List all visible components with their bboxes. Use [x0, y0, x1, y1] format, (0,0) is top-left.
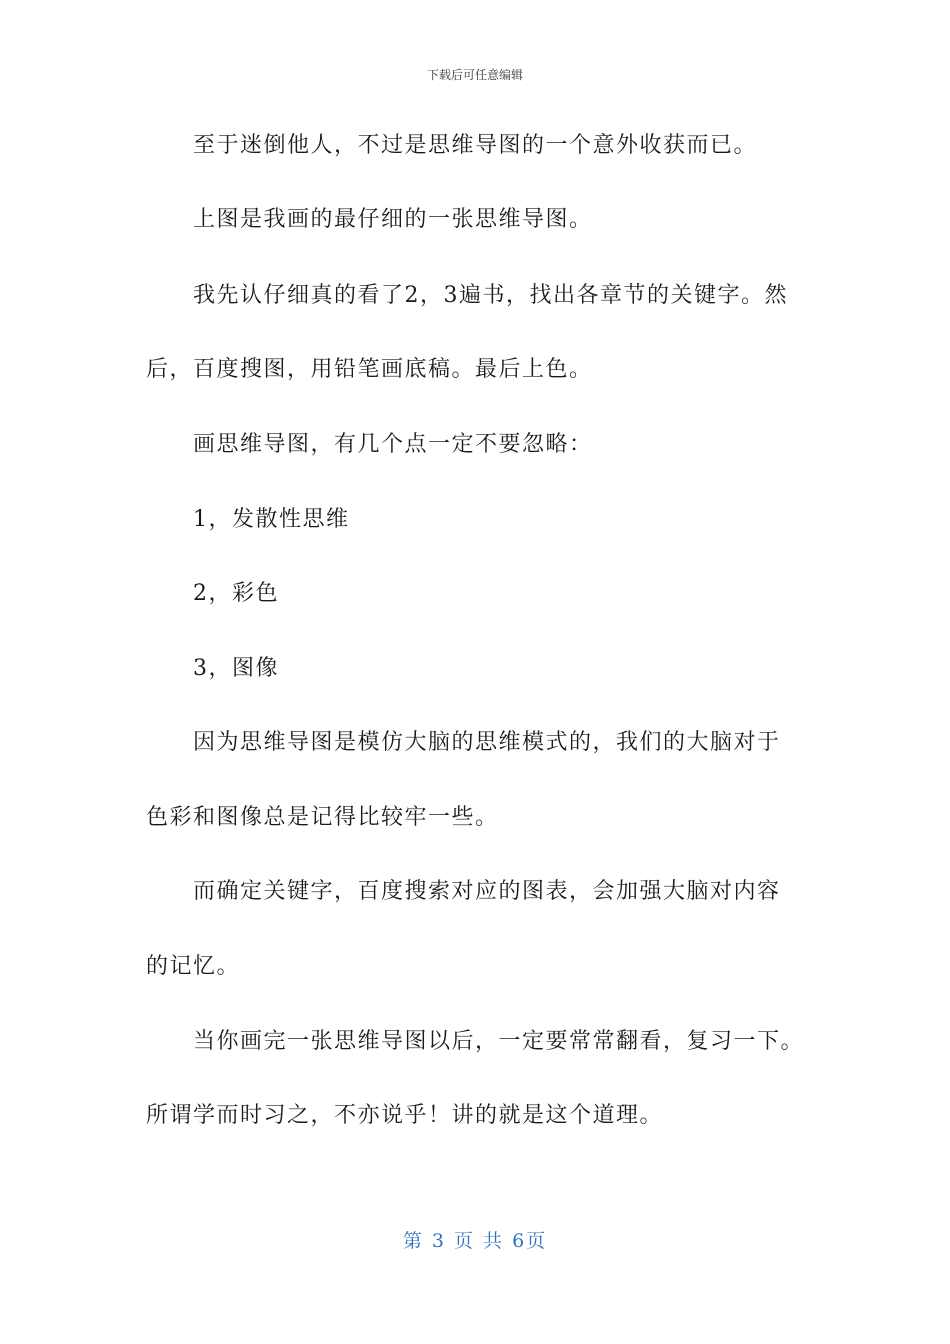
list-item: 1，发散性思维 [193, 507, 350, 532]
paragraph-line: 而确定关键字，百度搜索对应的图表，会加强大脑对内容 [193, 879, 781, 904]
paragraph-line: 所谓学而时习之，不亦说乎！讲的就是这个道理。 [146, 1103, 664, 1128]
paragraph-line: 画思维导图，有几个点一定不要忽略： [193, 432, 593, 457]
paragraph-line: 当你画完一张思维导图以后，一定要常常翻看，复习一下。 [193, 1029, 805, 1054]
page-header: 下载后可任意编辑 [426, 68, 523, 82]
paragraph-line: 因为思维导图是模仿大脑的思维模式的，我们的大脑对于 [193, 730, 781, 755]
paragraph-line: 上图是我画的最仔细的一张思维导图。 [193, 207, 593, 232]
paragraph-line: 的记忆。 [146, 954, 241, 979]
page-number-footer: 第 3 页 共 6页 [402, 1230, 548, 1252]
list-item: 3，图像 [193, 656, 279, 681]
list-item: 2，彩色 [193, 581, 279, 606]
paragraph-line: 后，百度搜图，用铅笔画底稿。最后上色。 [146, 357, 593, 382]
paragraph-line: 我先认仔细真的看了2，3遍书，找出各章节的关键字。然 [193, 283, 788, 308]
paragraph-line: 至于迷倒他人，不过是思维导图的一个意外收获而已。 [193, 133, 758, 158]
paragraph-line: 色彩和图像总是记得比较牢一些。 [146, 805, 499, 830]
